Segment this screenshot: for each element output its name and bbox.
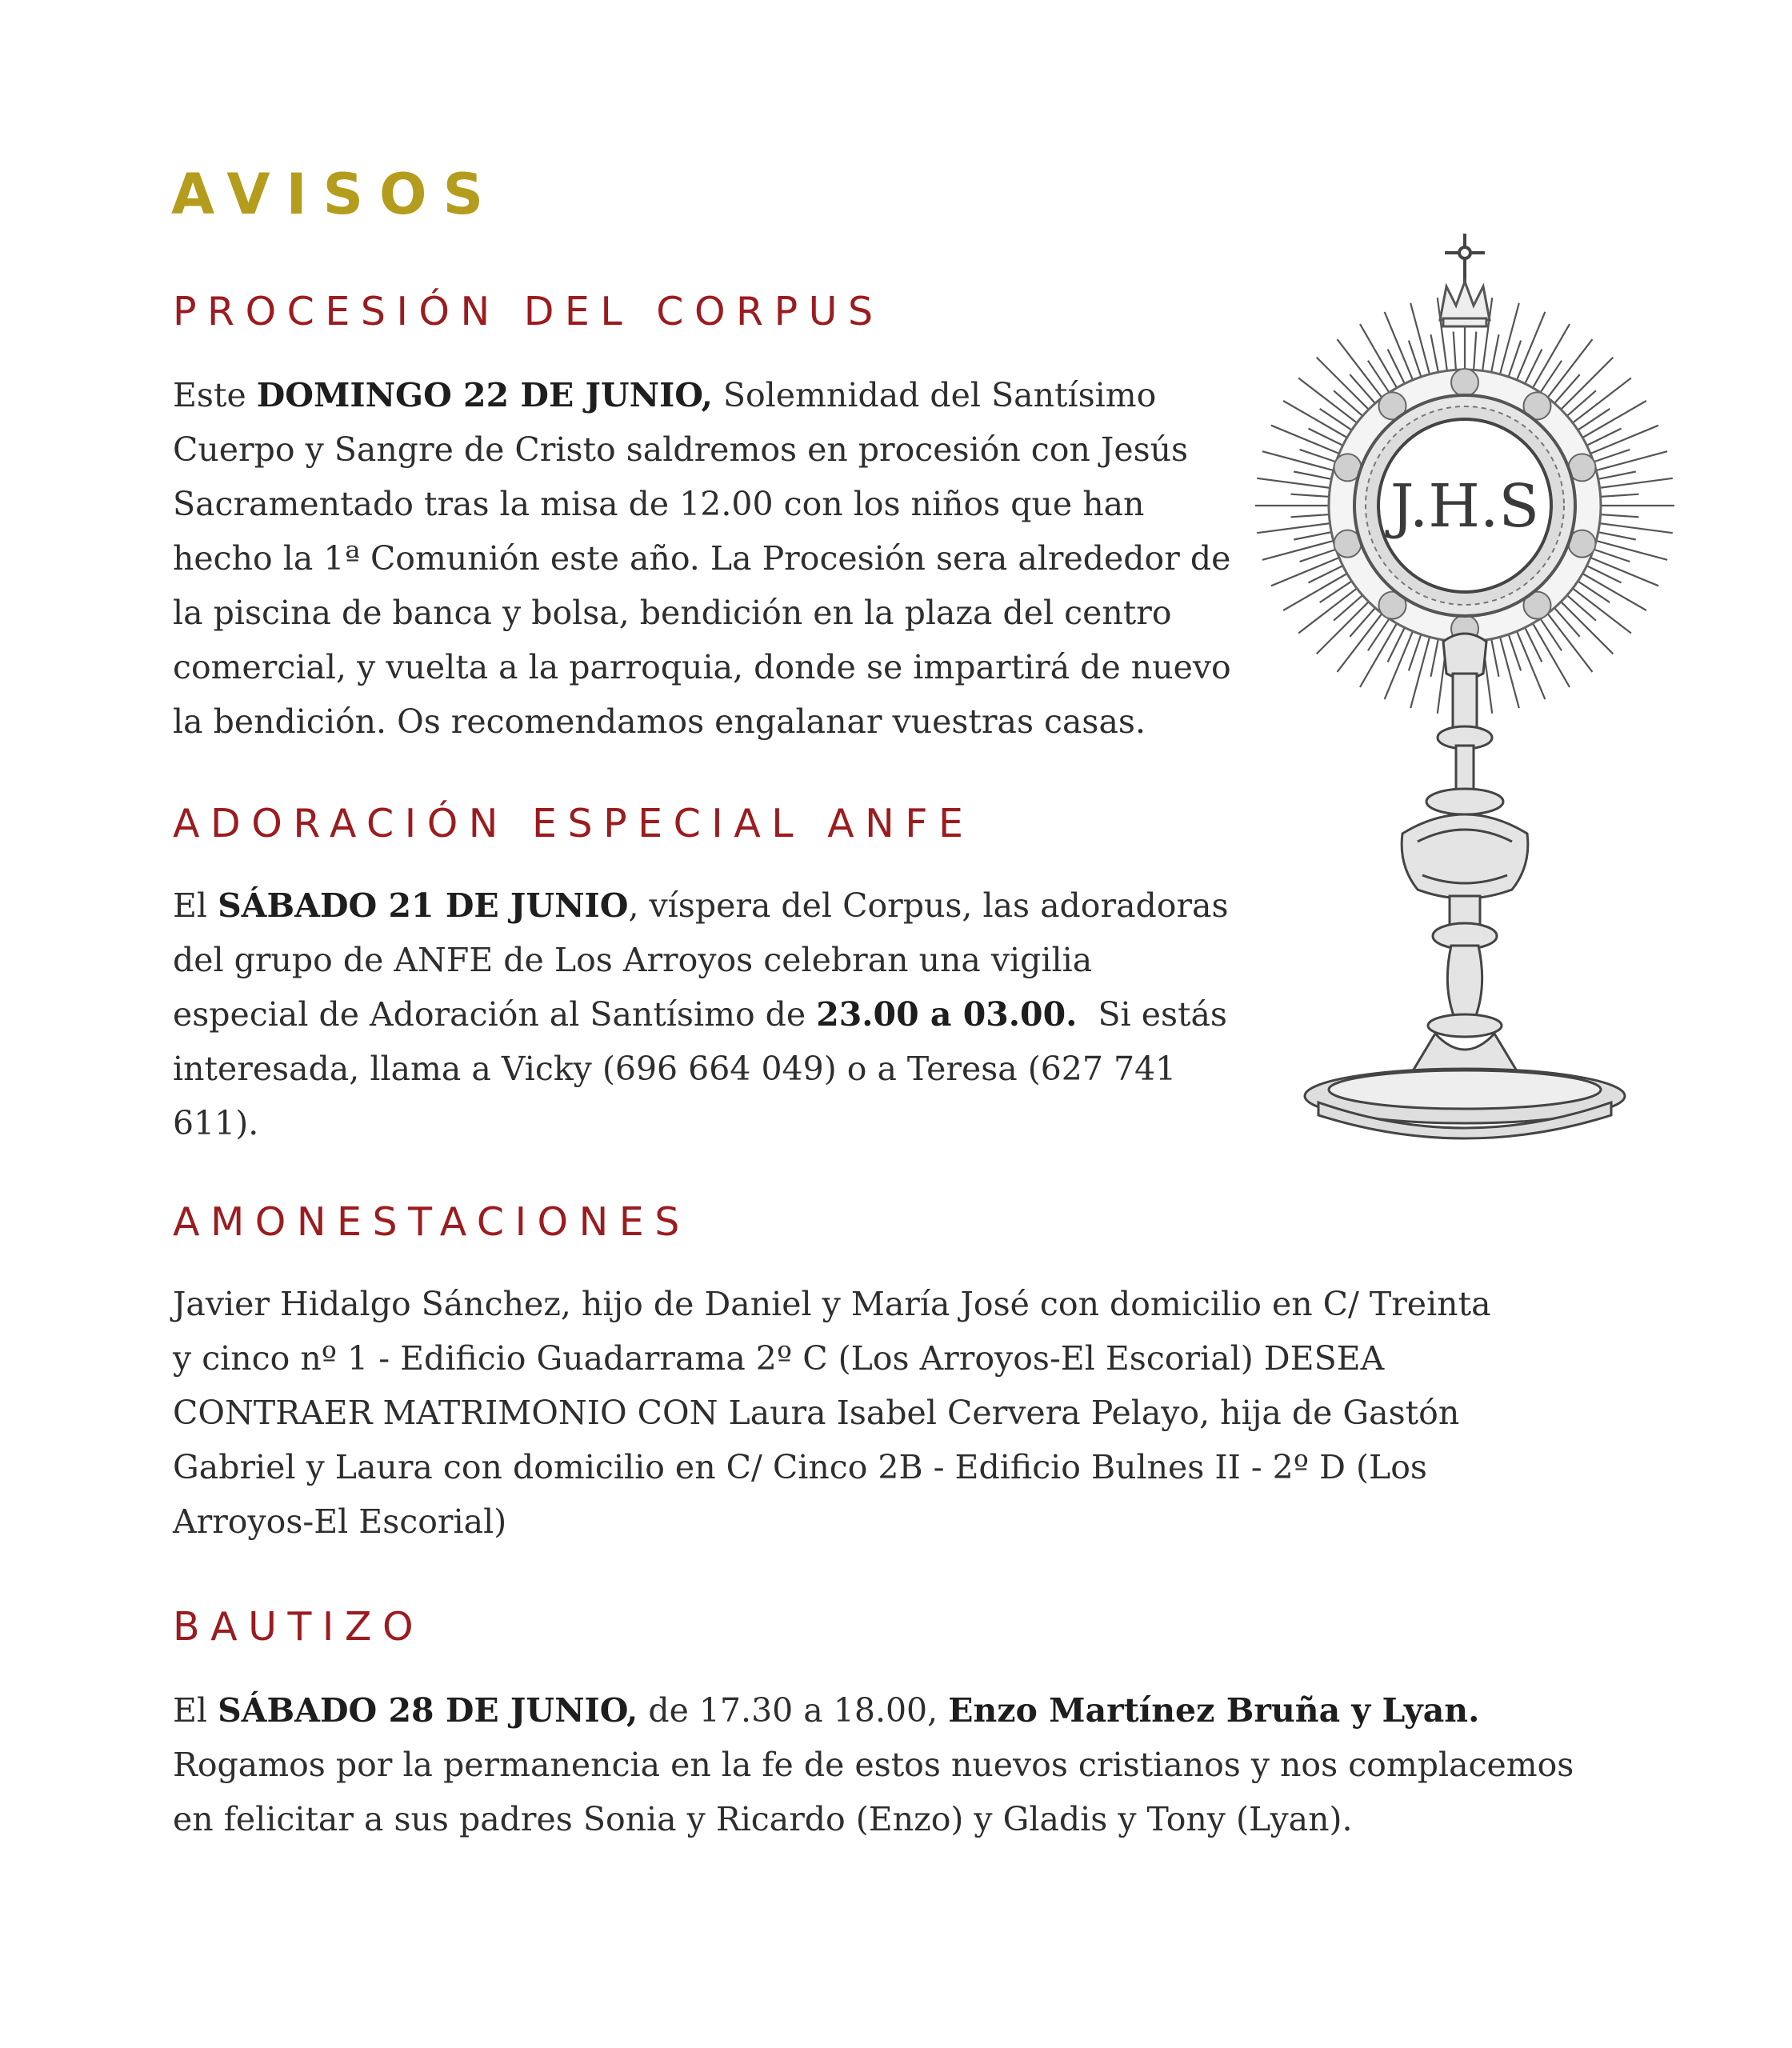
text-line: del grupo de ANFE de Los Arroyos celebran una vigilia <box>173 941 1093 979</box>
ray <box>1338 610 1385 672</box>
ray <box>1410 633 1430 708</box>
ray <box>1320 409 1355 432</box>
text-line: 611). <box>173 1104 259 1142</box>
ray <box>1583 429 1622 447</box>
ray <box>1294 531 1335 539</box>
monstrance-illustration <box>1254 226 1675 1154</box>
ray <box>1262 451 1338 471</box>
names-highlight: Enzo Martínez Bruña y Lyan. <box>948 1691 1480 1730</box>
ray <box>1552 605 1580 637</box>
ray <box>1545 610 1592 672</box>
text-line: interesada, llama a Vicky (696 664 049) o a Teresa (627 741 <box>173 1050 1177 1088</box>
ray <box>1570 586 1631 633</box>
ray <box>1564 390 1596 418</box>
text-fragment: Si estás <box>1077 995 1227 1034</box>
ray <box>1558 358 1614 413</box>
ray <box>1262 540 1338 560</box>
ray <box>1490 635 1498 677</box>
ray <box>1545 339 1592 401</box>
ray <box>1388 350 1406 388</box>
time-highlight: 23.00 a 03.00. <box>816 995 1078 1034</box>
ray <box>1454 332 1457 374</box>
section-text-amonestaciones <box>173 1277 1491 1549</box>
ray <box>1574 579 1610 602</box>
ray <box>1523 350 1542 388</box>
ray <box>1597 514 1639 518</box>
ray <box>1309 564 1347 582</box>
ray <box>1257 523 1334 534</box>
ray <box>1291 514 1334 518</box>
ray <box>1490 334 1498 376</box>
ray <box>1350 605 1378 637</box>
ray <box>1523 624 1542 662</box>
text-line <box>173 987 1229 1042</box>
ray <box>1538 361 1562 396</box>
section-heading-bautizo: BAUTIZO <box>173 1604 425 1650</box>
ray <box>1552 374 1580 406</box>
ray <box>1298 586 1360 633</box>
text-line: y cinco nº 1 - Edificio Guadarrama 2º C (Los Arroyos-El Escorial) DESEA <box>173 1339 1385 1378</box>
ray <box>1570 378 1631 426</box>
text-line: Gabriel y Laura con domicilio en C/ Cinco 2B - Edificio Bulnes II - 2º D (Los <box>173 1448 1427 1486</box>
ray <box>1368 615 1391 650</box>
ray <box>1320 579 1355 602</box>
text-fragment: El <box>173 1691 218 1730</box>
ray <box>1592 451 1667 471</box>
text-line: comercial, y vuelta a la parroquia, donde se impartirá de nuevo <box>173 648 1231 686</box>
text-line: la bendición. Os recomendamos engalanar vuestras casas. <box>173 702 1146 741</box>
ray <box>1538 615 1562 650</box>
ray <box>1338 339 1385 401</box>
section-heading-anfe: ADORACIÓN ESPECIAL ANFE <box>173 801 974 846</box>
ray <box>1597 494 1639 498</box>
crown-ornament <box>1440 282 1490 326</box>
ray <box>1334 593 1366 621</box>
ray <box>1388 624 1406 662</box>
section-heading-corpus: PROCESIÓN DEL CORPUS <box>173 289 884 334</box>
ray <box>1564 593 1596 621</box>
ray <box>1596 478 1673 489</box>
ray <box>1583 564 1622 582</box>
text-line: en felicitar a sus padres Sonia y Ricardo (Enzo) y Gladis y Tony (Lyan). <box>173 1800 1353 1838</box>
ray <box>1499 633 1519 708</box>
text-line: Rogamos por la permanencia en la fe de estos nuevos cristianos y nos complacemos <box>173 1746 1574 1784</box>
ray <box>1596 523 1673 534</box>
ray <box>1309 429 1347 447</box>
text-fragment: , víspera del Corpus, las adoradoras <box>628 886 1229 925</box>
text-line: la piscina de banca y bolsa, bendición en la plaza del centro <box>173 594 1172 632</box>
monstrance-base <box>1305 1069 1625 1138</box>
ray <box>1350 374 1378 406</box>
section-text-bautizo <box>173 1683 1574 1846</box>
ray <box>1298 378 1360 426</box>
date-highlight: DOMINGO 22 DE JUNIO, <box>256 376 713 414</box>
ray <box>1291 494 1334 498</box>
text-line: Cuerpo y Sangre de Cristo saldremos en procesión con Jesús <box>173 430 1189 469</box>
cross-icon <box>1445 234 1485 285</box>
date-highlight: SÁBADO 28 DE JUNIO, <box>218 1691 638 1730</box>
ray <box>1594 472 1636 480</box>
ray <box>1558 599 1614 654</box>
ray <box>1317 599 1372 654</box>
text-line <box>173 878 1229 933</box>
date-highlight: SÁBADO 21 DE JUNIO <box>218 886 629 925</box>
ray <box>1334 390 1366 418</box>
text-fragment: Este <box>173 376 257 414</box>
text-line: CONTRAER MATRIMONIO CON Laura Isabel Cervera Pelayo, hija de Gastón <box>173 1394 1460 1432</box>
text-line: hecho la 1ª Comunión este año. La Procesión sera alrededor de <box>173 539 1231 578</box>
page-title: AVISOS <box>171 162 499 227</box>
text-fragment: de 17.30 a 18.00, <box>638 1691 949 1730</box>
monogram-jhs: J.H.S <box>1390 472 1540 541</box>
ray <box>1594 531 1636 539</box>
ray <box>1592 540 1667 560</box>
text-line: Javier Hidalgo Sánchez, hijo de Daniel y María José con domicilio en C/ Treinta <box>173 1285 1491 1323</box>
text-line: Sacramentado tras la misa de 12.00 con los niños que han <box>173 485 1145 523</box>
angel-head-ornament <box>1451 369 1478 396</box>
text-line <box>173 1683 1574 1738</box>
text-fragment: especial de Adoración al Santísimo de <box>173 995 817 1034</box>
text-fragment: Solemnidad del Santísimo <box>712 376 1157 414</box>
section-text-corpus <box>173 368 1231 749</box>
monstrance-stem <box>1402 634 1528 1082</box>
ray <box>1257 478 1334 489</box>
text-line: Arroyos-El Escorial) <box>173 1502 507 1541</box>
ray <box>1368 361 1391 396</box>
ray <box>1574 409 1610 432</box>
ray <box>1317 358 1372 413</box>
ray <box>1431 635 1439 677</box>
section-text-anfe <box>173 878 1229 1150</box>
ray <box>1431 334 1439 376</box>
ray <box>1474 332 1477 374</box>
ray <box>1294 472 1335 480</box>
text-fragment: El <box>173 886 218 925</box>
text-line <box>173 368 1231 422</box>
ray <box>1410 303 1430 378</box>
ray <box>1499 303 1519 378</box>
section-heading-amonestaciones: AMONESTACIONES <box>173 1199 690 1245</box>
monstrance-icon <box>1254 226 1675 1154</box>
